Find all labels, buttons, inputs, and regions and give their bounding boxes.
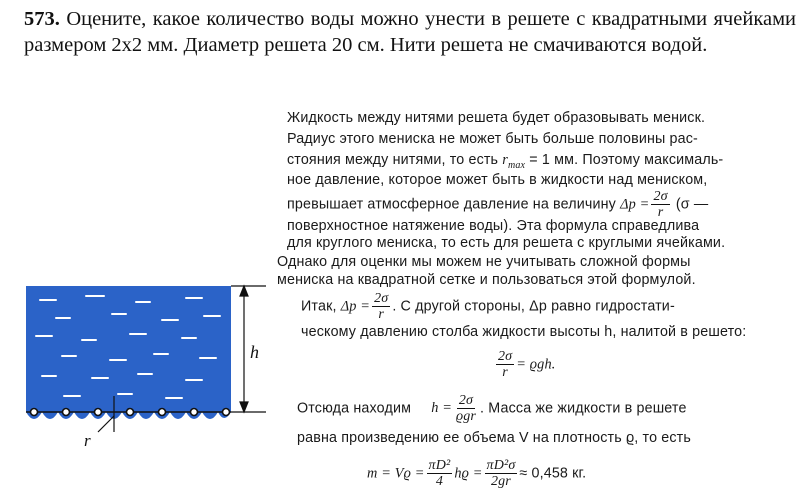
r-max-symbol: [502, 152, 526, 171]
solution-line-14: равна произведению ее объема V на плотность ϱ, то есть: [297, 430, 691, 446]
problem-statement: [24, 6, 796, 58]
numerator: πD²: [428, 458, 451, 473]
problem-number: 573.: [24, 8, 60, 30]
denominator: 2gr: [491, 474, 511, 489]
solution-line-3b: = 1 мм. Поэтому максималь-: [529, 152, 724, 168]
fraction-2sigma-r: [651, 189, 669, 220]
fraction-2sigma-r-2: [372, 291, 390, 322]
solution-line-11: ческому давлению столба жидкости высоты h, налитой в решето:: [301, 324, 747, 340]
fraction-pi-d2-sigma-2gr: [485, 458, 518, 489]
solution-line-6: поверхностное натяжение воды). Эта формула справедлива: [287, 218, 700, 234]
solution-line-5b: (σ —: [675, 196, 709, 213]
fraction-2sigma-r-3: [496, 349, 514, 380]
fraction-pi-d2-4: [427, 458, 453, 489]
height-label: h: [250, 342, 259, 362]
delta-p-eq-2: Δp =: [340, 298, 371, 315]
solution-line-13b: . Масса же жидкости в решете: [480, 400, 687, 417]
solution-line-5: [287, 189, 708, 220]
solution-line-8: Однако для оценки мы можем не учитывать сложной формы: [277, 254, 691, 270]
solution-line-9: мениска на квадратной сетке и пользоваться этой формулой.: [277, 272, 696, 288]
denominator: ϱgr: [456, 409, 477, 424]
delta-p-eq: Δp =: [620, 196, 650, 213]
denominator: r: [657, 205, 664, 220]
radius-label: r: [84, 431, 91, 449]
sieve-figure: [26, 274, 278, 449]
h-eq: h =: [431, 400, 453, 417]
numerator: πD²σ: [486, 458, 516, 473]
solution-line-10a: Итак,: [301, 298, 337, 315]
numerator: 2σ: [498, 349, 513, 364]
denominator: r: [378, 307, 384, 322]
solution-line-5a: превышает атмосферное давление на величину: [287, 196, 616, 213]
numerator: 2σ: [374, 291, 389, 306]
solution-line-13a: Отсюда находим: [297, 400, 412, 417]
h-rho-eq: hϱ =: [454, 465, 483, 482]
equation-mass: [367, 458, 586, 489]
solution-line-13: [297, 393, 687, 424]
solution-line-10b: . С другой стороны, Δp равно гидростати-: [392, 298, 675, 315]
solution-line-7: для круглого мениска, то есть для решета с круглыми ячейками.: [287, 235, 726, 251]
result-value: ≈ 0,458 кг.: [519, 465, 587, 482]
numerator: 2σ: [458, 393, 474, 408]
r-symbol: r: [502, 152, 509, 168]
m-eq: m = Vϱ =: [367, 465, 425, 482]
solution-line-10: [301, 291, 675, 322]
solution-line-3: [287, 152, 723, 171]
solution-line-1: Жидкость между нитями решета будет образовывать мениск.: [287, 110, 706, 126]
fraction-2sigma-rhogr: [454, 393, 478, 424]
height-dimension: [231, 286, 266, 412]
denominator: 4: [435, 474, 443, 489]
solution-line-3a: стояния между нитями, то есть: [287, 152, 499, 168]
problem-text: Оцените, какое количество воды можно унести в решете с квадратными ячейками размером 2х2 мм. Диаметр решета 20 см. Нити решета не смачиваются водой.: [24, 8, 797, 56]
numerator: 2σ: [653, 189, 668, 204]
max-subscript: max: [508, 159, 526, 171]
solution-line-4: ное давление, которое может быть в жидкости над мениском,: [287, 172, 708, 188]
equation-2sigma-r-rho-g-h: [494, 349, 555, 380]
equation-rhs: = ϱgh.: [516, 356, 556, 373]
denominator: r: [502, 365, 508, 380]
solution-line-2: Радиус этого мениска не может быть больше половины рас-: [287, 131, 698, 147]
